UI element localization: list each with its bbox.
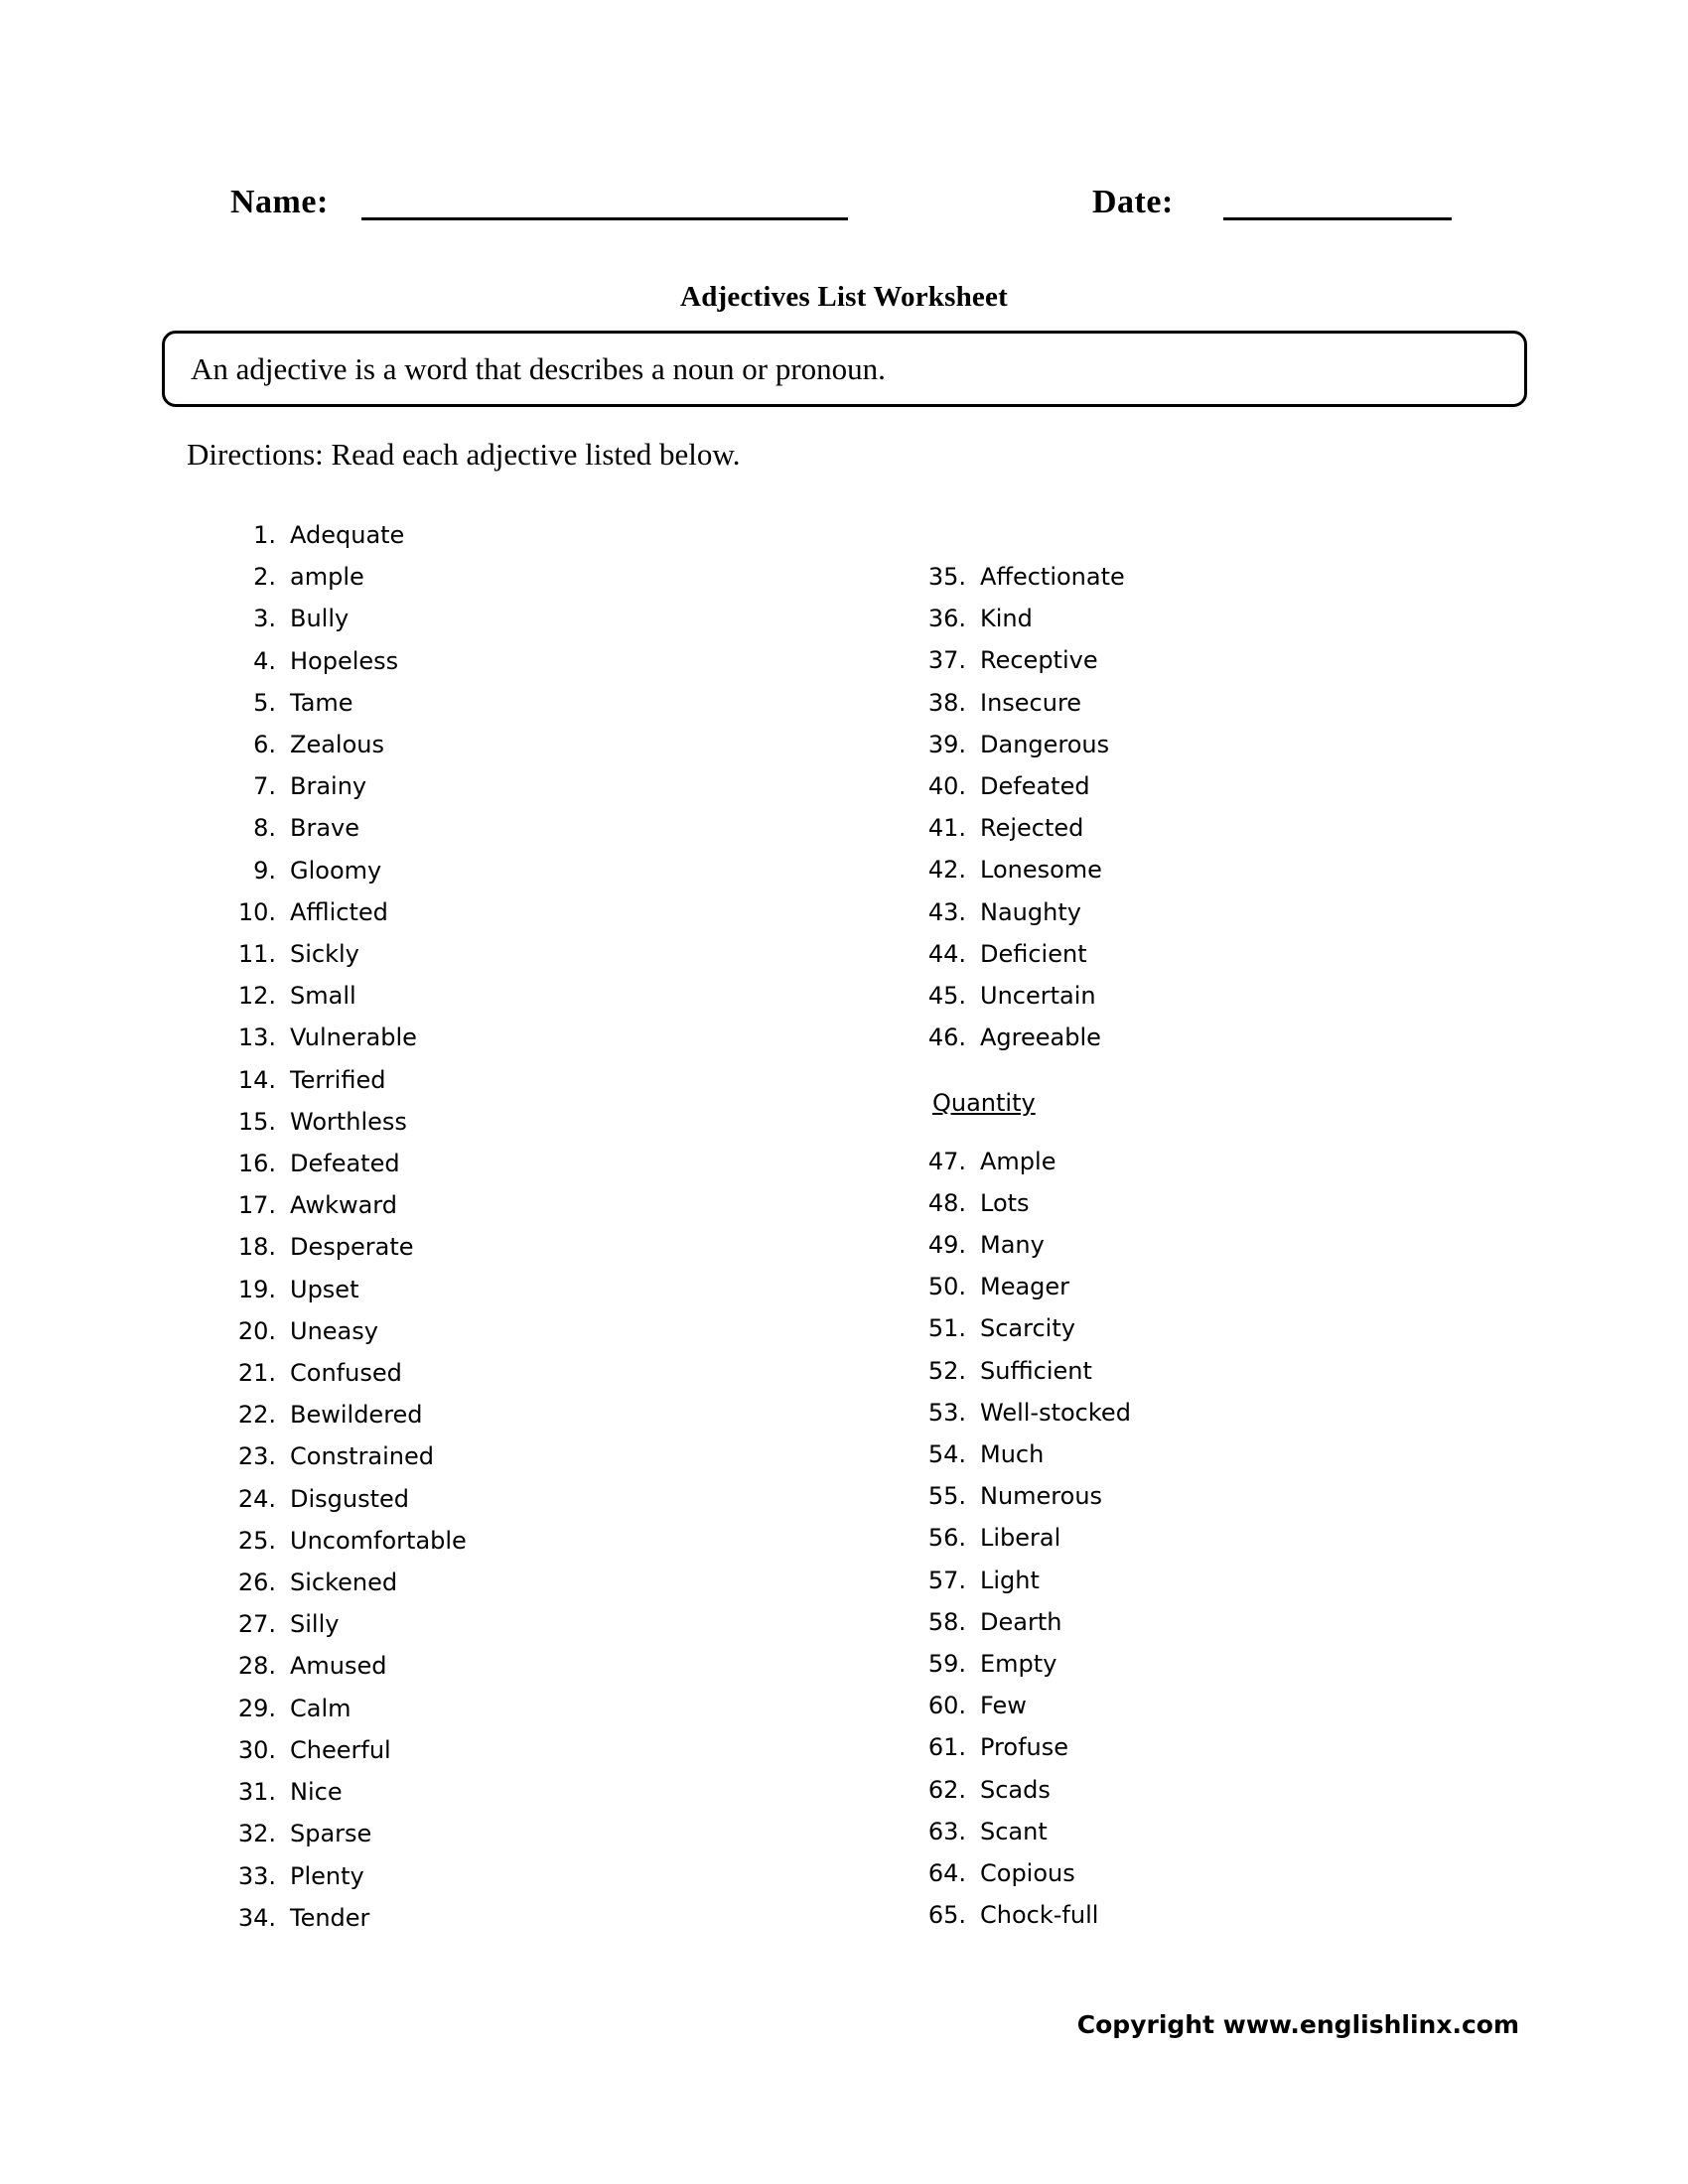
list-item-word: Chock-full xyxy=(980,1901,1099,1930)
list-item-word: Defeated xyxy=(980,772,1090,801)
date-label: Date: xyxy=(1092,184,1174,220)
list-item-word: Scant xyxy=(980,1817,1048,1845)
list-item-number: 10. xyxy=(237,897,276,926)
list-item-word: Many xyxy=(980,1231,1045,1260)
list-item-number: 49. xyxy=(927,1231,966,1260)
list-item-number: 50. xyxy=(927,1273,966,1301)
list-item-word: Calm xyxy=(290,1694,352,1722)
list-item xyxy=(228,933,784,975)
list-item-word: Empty xyxy=(980,1650,1057,1679)
list-item-number: 65. xyxy=(927,1901,966,1930)
list-item-word: Light xyxy=(980,1566,1040,1594)
list-item xyxy=(918,933,1475,975)
list-item-number: 11. xyxy=(237,940,276,969)
list-item-word: Well-stocked xyxy=(980,1398,1131,1427)
list-item-word: Afflicted xyxy=(290,897,388,926)
list-item-number: 46. xyxy=(927,1024,966,1052)
list-item-number: 23. xyxy=(237,1442,276,1471)
list-item-number: 63. xyxy=(927,1817,966,1845)
list-item xyxy=(228,598,784,639)
list-item xyxy=(228,640,784,682)
list-item xyxy=(228,1394,784,1435)
definition-box xyxy=(162,331,1527,407)
list-item-number: 59. xyxy=(927,1650,966,1679)
list-item-word: Terrified xyxy=(290,1065,386,1094)
list-item-number: 54. xyxy=(927,1440,966,1469)
list-item-word: Tame xyxy=(290,688,353,717)
list-item-word: Gloomy xyxy=(290,856,382,885)
list-item-word: Disgusted xyxy=(290,1484,410,1513)
list-item xyxy=(228,1352,784,1394)
list-item-number: 30. xyxy=(237,1735,276,1764)
list-item-number: 2. xyxy=(253,563,276,592)
list-item-number: 25. xyxy=(237,1526,276,1555)
list-item-number: 61. xyxy=(927,1733,966,1762)
list-item xyxy=(918,1726,1475,1768)
adjective-list-left xyxy=(228,514,784,1939)
list-item-number: 12. xyxy=(237,982,276,1011)
list-item-number: 32. xyxy=(237,1820,276,1848)
list-item-word: Sufficient xyxy=(980,1356,1092,1385)
list-item-number: 36. xyxy=(927,605,966,633)
list-item-word: Liberal xyxy=(980,1524,1061,1553)
list-item xyxy=(918,1517,1475,1559)
list-item xyxy=(228,1101,784,1143)
list-item xyxy=(228,1897,784,1939)
list-item-number: 8. xyxy=(253,814,276,843)
list-item xyxy=(228,1520,784,1562)
list-item-number: 37. xyxy=(927,646,966,675)
list-item xyxy=(918,1307,1475,1349)
list-item-number: 15. xyxy=(237,1107,276,1136)
list-item xyxy=(918,849,1475,890)
list-item xyxy=(918,1392,1475,1433)
list-item-word: Hopeless xyxy=(290,646,399,675)
list-item-number: 20. xyxy=(237,1316,276,1345)
list-item-number: 52. xyxy=(927,1356,966,1385)
header xyxy=(230,184,1472,229)
list-item xyxy=(918,1685,1475,1726)
list-item xyxy=(918,891,1475,933)
list-item xyxy=(228,1645,784,1687)
name-label: Name: xyxy=(230,184,329,220)
list-item-number: 13. xyxy=(237,1024,276,1052)
list-item xyxy=(918,1224,1475,1266)
list-item-number: 40. xyxy=(927,772,966,801)
list-item-number: 9. xyxy=(253,856,276,885)
list-item-word: Uncertain xyxy=(980,982,1096,1011)
adjective-list-right xyxy=(918,556,1475,1937)
copyright-footer: Copyright www.englishlinx.com xyxy=(1076,2010,1519,2039)
list-item xyxy=(918,1350,1475,1392)
list-item xyxy=(228,1435,784,1477)
list-item xyxy=(228,724,784,765)
list-item-number: 44. xyxy=(927,939,966,968)
list-item-number: 64. xyxy=(927,1859,966,1888)
list-item-word: Agreeable xyxy=(980,1024,1101,1052)
list-item-word: Worthless xyxy=(290,1107,407,1136)
list-item-number: 35. xyxy=(927,563,966,591)
list-item xyxy=(228,1729,784,1771)
list-item xyxy=(228,1310,784,1352)
list-item-word: Adequate xyxy=(290,521,405,549)
list-item xyxy=(918,807,1475,849)
list-item-word: Plenty xyxy=(290,1861,364,1890)
list-item-number: 29. xyxy=(237,1694,276,1722)
list-item-number: 39. xyxy=(927,730,966,758)
name-blank-line[interactable] xyxy=(361,217,848,220)
list-item-number: 28. xyxy=(237,1652,276,1681)
list-item xyxy=(228,556,784,598)
list-item-number: 22. xyxy=(237,1401,276,1430)
list-item-word: Meager xyxy=(980,1273,1070,1301)
right-list-bottom xyxy=(918,1141,1475,1937)
list-item-word: Zealous xyxy=(290,731,384,759)
list-item xyxy=(918,639,1475,681)
list-item-number: 41. xyxy=(927,814,966,843)
list-item-word: Brainy xyxy=(290,772,367,801)
list-item xyxy=(918,1266,1475,1307)
list-item-word: Naughty xyxy=(980,897,1081,926)
list-item-word: Scads xyxy=(980,1775,1051,1804)
list-item-number: 56. xyxy=(927,1524,966,1553)
list-item-word: Upset xyxy=(290,1275,359,1303)
list-item-word: Brave xyxy=(290,814,360,843)
list-item-word: Tender xyxy=(290,1903,370,1932)
list-item xyxy=(918,1560,1475,1601)
list-item-word: Cheerful xyxy=(290,1735,391,1764)
list-item xyxy=(918,1182,1475,1224)
list-item-word: ample xyxy=(290,563,364,592)
list-item-word: Silly xyxy=(290,1610,340,1639)
list-item-number: 1. xyxy=(253,521,276,549)
list-item-word: Vulnerable xyxy=(290,1024,417,1052)
list-item xyxy=(918,1852,1475,1894)
list-item-word: Insecure xyxy=(980,688,1082,717)
list-item xyxy=(918,1141,1475,1182)
list-item-number: 33. xyxy=(237,1861,276,1890)
list-item-number: 48. xyxy=(927,1188,966,1217)
list-item-word: Scarcity xyxy=(980,1314,1075,1343)
list-item-word: Bully xyxy=(290,605,350,633)
list-item-word: Defeated xyxy=(290,1150,400,1178)
list-item-word: Receptive xyxy=(980,646,1098,675)
list-item xyxy=(918,1601,1475,1643)
list-item xyxy=(228,1226,784,1268)
list-item-number: 16. xyxy=(237,1150,276,1178)
list-item xyxy=(228,1143,784,1184)
list-item xyxy=(228,975,784,1017)
list-item-number: 4. xyxy=(253,646,276,675)
list-item-number: 27. xyxy=(237,1610,276,1639)
list-item-number: 53. xyxy=(927,1398,966,1427)
list-item xyxy=(918,1769,1475,1811)
list-item-number: 21. xyxy=(237,1359,276,1388)
list-item-word: Desperate xyxy=(290,1233,414,1262)
list-item xyxy=(228,850,784,891)
list-item-word: Constrained xyxy=(290,1442,435,1471)
list-item xyxy=(228,1184,784,1226)
list-item-number: 47. xyxy=(927,1147,966,1175)
list-item-number: 18. xyxy=(237,1233,276,1262)
definition-text: An adjective is a word that describes a noun or pronoun. xyxy=(191,350,886,386)
quantity-subheading: Quantity xyxy=(932,1089,1036,1118)
list-item-number: 3. xyxy=(253,605,276,633)
directions-text: Directions: Read each adjective listed below. xyxy=(187,437,741,472)
list-item xyxy=(918,598,1475,639)
list-item-word: Bewildered xyxy=(290,1401,423,1430)
list-item xyxy=(918,682,1475,724)
list-item xyxy=(228,765,784,807)
list-item-number: 42. xyxy=(927,856,966,885)
list-item xyxy=(228,514,784,556)
list-item xyxy=(918,1433,1475,1475)
list-item xyxy=(918,765,1475,807)
list-item-word: Small xyxy=(290,982,356,1011)
list-item xyxy=(228,1813,784,1854)
list-item-word: Profuse xyxy=(980,1733,1069,1762)
list-item-number: 38. xyxy=(927,688,966,717)
list-item-word: Awkward xyxy=(290,1191,397,1220)
list-item xyxy=(228,682,784,724)
list-item-word: Affectionate xyxy=(980,563,1125,591)
list-item-word: Numerous xyxy=(980,1482,1103,1511)
list-item-number: 57. xyxy=(927,1566,966,1594)
list-item-word: Kind xyxy=(980,605,1033,633)
list-item-number: 24. xyxy=(237,1484,276,1513)
list-item-number: 58. xyxy=(927,1607,966,1636)
list-item xyxy=(918,724,1475,765)
list-item xyxy=(228,1688,784,1729)
list-item-number: 17. xyxy=(237,1191,276,1220)
list-item-number: 26. xyxy=(237,1569,276,1597)
list-item-number: 60. xyxy=(927,1692,966,1720)
right-list-top xyxy=(918,556,1475,1058)
list-item xyxy=(228,1478,784,1520)
list-item xyxy=(228,1771,784,1813)
list-item xyxy=(228,1017,784,1058)
list-item xyxy=(918,556,1475,598)
list-item-word: Sickly xyxy=(290,940,359,969)
list-item xyxy=(228,891,784,933)
list-item xyxy=(228,807,784,849)
list-item-number: 6. xyxy=(253,731,276,759)
list-item-word: Deficient xyxy=(980,939,1087,968)
list-item-number: 34. xyxy=(237,1903,276,1932)
list-item-word: Lots xyxy=(980,1188,1030,1217)
list-item-word: Confused xyxy=(290,1359,402,1388)
list-item-word: Uneasy xyxy=(290,1316,378,1345)
list-item-word: Dangerous xyxy=(980,730,1110,758)
list-item-word: Ample xyxy=(980,1147,1056,1175)
list-item xyxy=(918,975,1475,1017)
list-item-word: Amused xyxy=(290,1652,387,1681)
list-item-number: 5. xyxy=(253,688,276,717)
list-item xyxy=(228,1562,784,1603)
page-title: Adjectives List Worksheet xyxy=(680,281,1008,313)
list-item-word: Sickened xyxy=(290,1569,398,1597)
list-item xyxy=(918,1643,1475,1685)
list-item xyxy=(228,1269,784,1310)
list-item-number: 43. xyxy=(927,897,966,926)
list-item xyxy=(228,1603,784,1645)
list-item xyxy=(228,1059,784,1101)
list-item-number: 45. xyxy=(927,982,966,1011)
date-blank-line[interactable] xyxy=(1223,217,1452,220)
list-item-number: 55. xyxy=(927,1482,966,1511)
list-item-word: Uncomfortable xyxy=(290,1526,467,1555)
list-item-word: Sparse xyxy=(290,1820,372,1848)
list-item-word: Few xyxy=(980,1692,1027,1720)
list-item-number: 14. xyxy=(237,1065,276,1094)
list-item-number: 31. xyxy=(237,1778,276,1807)
list-item-number: 19. xyxy=(237,1275,276,1303)
list-item-number: 51. xyxy=(927,1314,966,1343)
list-item-word: Nice xyxy=(290,1778,343,1807)
list-item-word: Much xyxy=(980,1440,1045,1469)
list-item-word: Lonesome xyxy=(980,856,1102,885)
list-item-number: 7. xyxy=(253,772,276,801)
list-item xyxy=(918,1811,1475,1852)
list-item xyxy=(918,1894,1475,1936)
list-item xyxy=(918,1017,1475,1058)
list-item-word: Copious xyxy=(980,1859,1075,1888)
list-item-number: 62. xyxy=(927,1775,966,1804)
list-item xyxy=(228,1855,784,1897)
list-item-word: Rejected xyxy=(980,814,1084,843)
list-item-word: Dearth xyxy=(980,1607,1062,1636)
list-item xyxy=(918,1475,1475,1517)
